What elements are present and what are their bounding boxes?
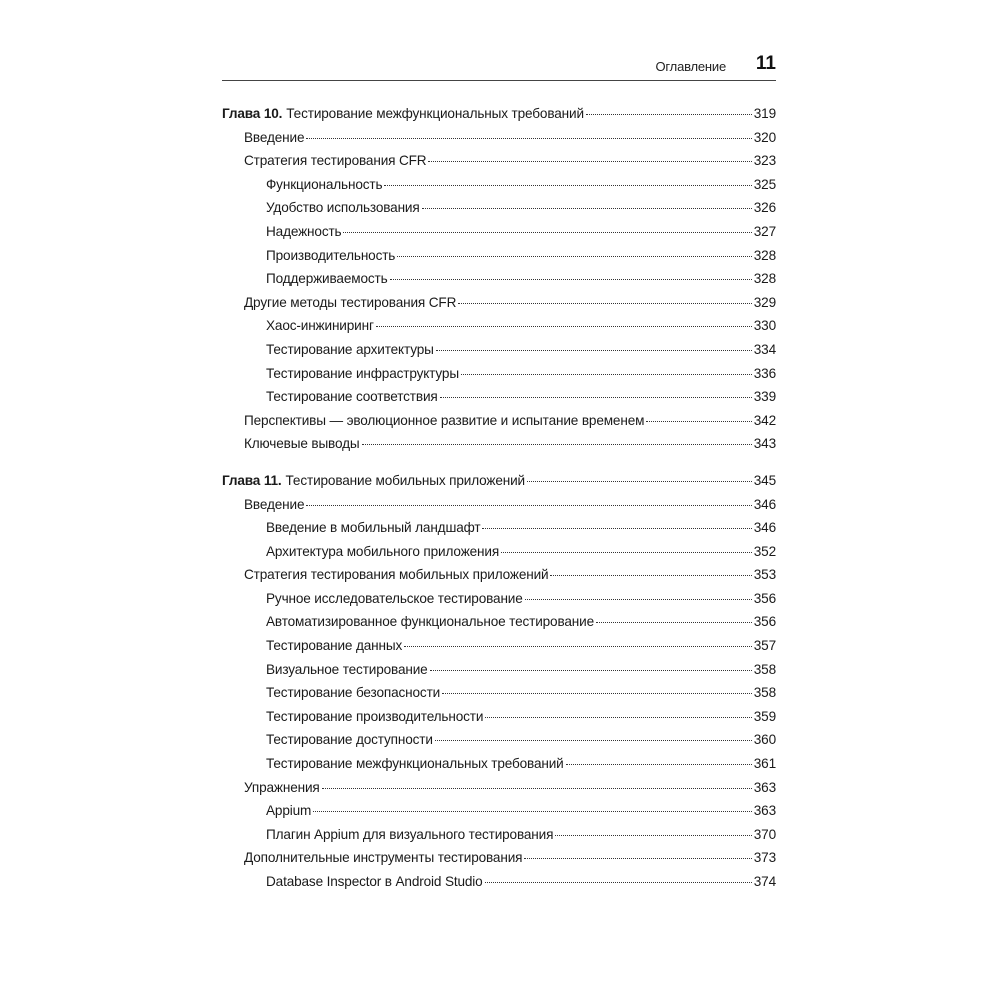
entry-title: Упражнения [244, 779, 320, 795]
chapter-heading-row[interactable] [222, 106, 776, 130]
toc-section-row[interactable] [222, 153, 776, 177]
table-of-contents [222, 106, 776, 911]
dot-leader [376, 326, 752, 327]
entry-page: 356 [753, 590, 776, 606]
dot-leader [322, 788, 752, 789]
toc-section-row[interactable] [222, 130, 776, 154]
entry-page: 370 [753, 826, 776, 842]
entry-page: 334 [753, 341, 776, 357]
dot-leader [586, 114, 752, 115]
dot-leader [525, 599, 752, 600]
entry-page: 373 [753, 850, 776, 866]
entry-title: Архитектура мобильного приложения [266, 543, 500, 559]
dot-leader [306, 505, 751, 506]
entry-title: Appium [266, 803, 312, 819]
entry-page: 357 [753, 638, 776, 654]
dot-leader [458, 303, 752, 304]
toc-subsection-row[interactable] [222, 200, 776, 224]
toc-subsection-row[interactable] [222, 709, 776, 733]
dot-leader [482, 528, 751, 529]
entry-title: Стратегия тестирования мобильных приложений [244, 567, 549, 583]
entry-page: 353 [753, 567, 776, 583]
toc-subsection-row[interactable] [222, 756, 776, 780]
entry-title: Функциональность [266, 176, 383, 192]
toc-subsection-row[interactable] [222, 732, 776, 756]
toc-section-row[interactable] [222, 567, 776, 591]
entry-page: 320 [753, 129, 776, 145]
toc-section-row[interactable] [222, 295, 776, 319]
toc-subsection-row[interactable] [222, 366, 776, 390]
chapter-page: 345 [753, 472, 776, 488]
entry-page: 358 [753, 661, 776, 677]
dot-leader [404, 646, 752, 647]
entry-page: 343 [753, 436, 776, 452]
entry-title: Хаос-инжиниринг [266, 318, 374, 334]
dot-leader [362, 444, 752, 445]
toc-subsection-row[interactable] [222, 638, 776, 662]
entry-title: Тестирование соответствия [266, 389, 438, 405]
chapter-heading-row[interactable] [222, 473, 776, 497]
entry-title: Тестирование инфраструктуры [266, 365, 459, 381]
dot-leader [440, 397, 752, 398]
toc-section-row[interactable] [222, 436, 776, 460]
dot-leader [435, 740, 752, 741]
entry-title: Тестирование безопасности [266, 685, 441, 701]
toc-subsection-row[interactable] [222, 177, 776, 201]
entry-title: Тестирование межфункциональных требований [266, 756, 564, 772]
toc-section-row[interactable] [222, 780, 776, 804]
toc-subsection-row[interactable] [222, 520, 776, 544]
toc-subsection-row[interactable] [222, 662, 776, 686]
toc-subsection-row[interactable] [222, 224, 776, 248]
entry-title: Database Inspector в Android Studio [266, 874, 483, 889]
dot-leader [442, 693, 752, 694]
toc-section-row[interactable] [222, 850, 776, 874]
toc-section-row[interactable] [222, 497, 776, 521]
toc-subsection-row[interactable] [222, 389, 776, 413]
entry-title: Тестирование архитектуры [266, 341, 434, 357]
entry-page: 360 [753, 732, 776, 748]
page-number: 11 [755, 53, 776, 74]
toc-subsection-row[interactable] [222, 591, 776, 615]
toc-subsection-row[interactable] [222, 271, 776, 295]
toc-subsection-row[interactable] [222, 614, 776, 638]
chapter-title: Тестирование мобильных приложений [285, 472, 526, 488]
entry-title: Стратегия тестирования CFR [244, 153, 427, 169]
toc-subsection-row[interactable] [222, 248, 776, 272]
running-header [222, 52, 776, 81]
dot-leader [390, 279, 752, 280]
entry-title: Ключевые выводы [244, 436, 360, 452]
dot-leader [430, 670, 752, 671]
toc-subsection-row[interactable] [222, 874, 776, 898]
toc-section-row[interactable] [222, 413, 776, 437]
chapter-page: 319 [753, 106, 776, 121]
chapter-title: Тестирование межфункциональных требований [286, 106, 584, 121]
entry-page: 361 [753, 756, 776, 772]
toc-subsection-row[interactable] [222, 803, 776, 827]
entry-title: Введение [244, 129, 305, 145]
entry-title: Надежность [266, 223, 342, 239]
entry-page: 326 [753, 200, 776, 216]
dot-leader [428, 161, 751, 162]
chapter-block [222, 473, 776, 898]
entry-title: Визуальное тестирование [266, 661, 428, 677]
dot-leader [566, 764, 752, 765]
dot-leader [550, 575, 751, 576]
chapter-number: Глава 10. [222, 106, 283, 121]
entry-page: 356 [753, 614, 776, 630]
chapter-block [222, 106, 776, 460]
entry-page: 329 [753, 294, 776, 310]
entry-page: 363 [753, 803, 776, 819]
entry-title: Тестирование производительности [266, 708, 484, 724]
dot-leader [384, 185, 751, 186]
dot-leader [555, 835, 751, 836]
entry-page: 342 [753, 412, 776, 428]
entry-title: Другие методы тестирования CFR [244, 294, 457, 310]
dot-leader [485, 717, 751, 718]
running-header-title: Оглавление [655, 59, 726, 74]
entry-title: Перспективы — эволюционное развитие и испытание временем [244, 412, 645, 428]
entry-page: 352 [753, 543, 776, 559]
entry-title: Тестирование данных [266, 638, 403, 654]
dot-leader [343, 232, 751, 233]
entry-page: 363 [753, 779, 776, 795]
entry-page: 346 [753, 496, 776, 512]
toc-subsection-row[interactable] [222, 827, 776, 851]
dot-leader [524, 858, 751, 859]
dot-leader [306, 138, 751, 139]
toc-subsection-row[interactable] [222, 685, 776, 709]
entry-page: 358 [753, 685, 776, 701]
entry-page: 330 [753, 318, 776, 334]
entry-title: Тестирование доступности [266, 732, 433, 748]
dot-leader [646, 421, 751, 422]
dot-leader [461, 374, 752, 375]
entry-title: Плагин Appium для визуального тестирования [266, 826, 554, 842]
dot-leader [422, 208, 752, 209]
dot-leader [436, 350, 752, 351]
chapter-number: Глава 11. [222, 472, 282, 488]
entry-title: Введение в мобильный ландшафт [266, 520, 481, 536]
entry-title: Введение [244, 496, 305, 512]
entry-page: 325 [753, 176, 776, 192]
entry-page: 336 [753, 365, 776, 381]
dot-leader [313, 811, 752, 812]
entry-page: 359 [753, 708, 776, 724]
entry-title: Ручное исследовательское тестирование [266, 590, 523, 606]
entry-page: 346 [753, 520, 776, 536]
dot-leader [501, 552, 752, 553]
dot-leader [485, 882, 752, 883]
entry-page: 328 [753, 271, 776, 287]
dot-leader [397, 256, 752, 257]
entry-title: Удобство использования [266, 200, 420, 216]
dot-leader [596, 622, 752, 623]
entry-page: 323 [753, 153, 776, 169]
entry-page: 374 [753, 874, 776, 889]
entry-title: Дополнительные инструменты тестирования [244, 850, 523, 866]
entry-title: Поддерживаемость [266, 271, 388, 287]
entry-page: 328 [753, 247, 776, 263]
entry-page: 327 [753, 223, 776, 239]
entry-title: Производительность [266, 247, 396, 263]
dot-leader [527, 481, 752, 482]
entry-title: Автоматизированное функциональное тестирование [266, 614, 595, 630]
toc-subsection-row[interactable] [222, 318, 776, 342]
toc-subsection-row[interactable] [222, 342, 776, 366]
toc-subsection-row[interactable] [222, 544, 776, 568]
entry-page: 339 [753, 389, 776, 405]
